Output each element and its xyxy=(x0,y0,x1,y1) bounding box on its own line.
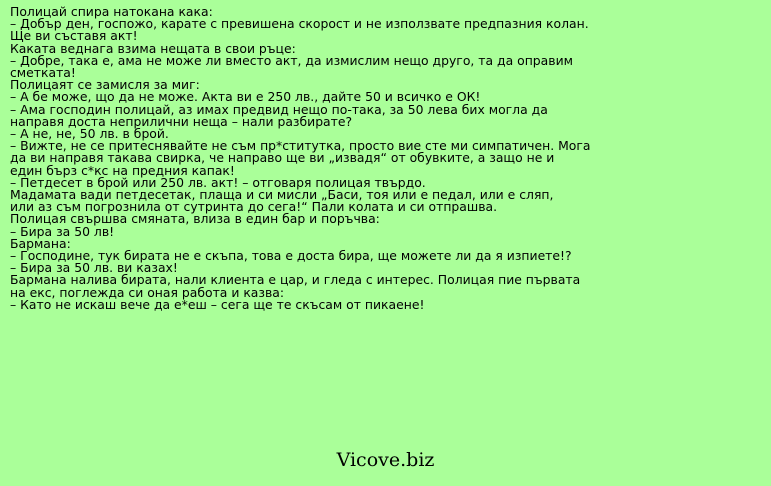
joke-line: Бармана: xyxy=(10,235,71,251)
joke-line: – Бира за 50 лв. ви казах! xyxy=(10,260,178,276)
joke-line: – А бе може, що да не може. Акта ви е 250 лв., дайте 50 и всичко е ОК! xyxy=(10,89,481,105)
joke-line: направя доста неприлични неща – нали разбирате? xyxy=(10,113,353,129)
joke-line: сметката! xyxy=(10,65,76,81)
joke-line: или аз съм погрознила от сутринта до сега!“ Пали колата и си отпрашва. xyxy=(10,199,498,215)
joke-line: – Вижте, не се притеснявайте не съм пр*ститутка, просто вие сте ми симпатичен. Мога xyxy=(10,138,591,154)
joke-line: – Добър ден, госпожо, карате с превишена скорост и не използвате предпазния колан. xyxy=(10,16,589,32)
joke-line: да ви направя такава свирка, че направо ще ви „извадя“ от обувките, а защо не и xyxy=(10,150,555,166)
site-watermark: Vicove.biz xyxy=(336,449,435,471)
joke-text xyxy=(10,6,765,311)
joke-line: Бармана налива бирата, нали клиента е цар, и гледа с интерес. Полицая пие първата xyxy=(10,272,581,288)
joke-line: един бърз с*кс на предния капак! xyxy=(10,162,235,178)
joke-line: Мадамата вади петдесетак, плаща и си мисли „Баси, тоя или е педал, или е сляп, xyxy=(10,187,554,203)
joke-line: – Добре, така е, ама не може ли вместо акт, да измислим нещо друго, та да оправим xyxy=(10,52,573,68)
joke-line: – Господине, тук бирата не е скъпа, това е доста бира, ще можете ли да я изпиете!? xyxy=(10,248,572,264)
joke-line: Полицая свършва смяната, влиза в един бар и поръчва: xyxy=(10,211,380,227)
joke-line: – Бира за 50 лв! xyxy=(10,223,115,239)
joke-line: Ще ви съставя акт! xyxy=(10,28,138,44)
joke-line: – Ама господин полицай, аз имах предвид нещо по-така, за 50 лева бих могла да xyxy=(10,101,548,117)
joke-line: – Като не искаш вече да е*еш – сега ще те скъсам от пикаене! xyxy=(10,296,425,312)
joke-line: – Петдесет в брой или 250 лв. акт! – отговаря полицая твърдо. xyxy=(10,174,426,190)
joke-line: Каката веднага взима нещата в свои ръце: xyxy=(10,40,296,56)
joke-line: на екс, поглежда си оная работа и казва: xyxy=(10,284,285,300)
joke-line: Полицаят се замисля за миг: xyxy=(10,77,200,93)
joke-line: – А не, не, 50 лв. в брой. xyxy=(10,126,169,142)
joke-line: Полицай спира натокана кака: xyxy=(10,4,213,19)
